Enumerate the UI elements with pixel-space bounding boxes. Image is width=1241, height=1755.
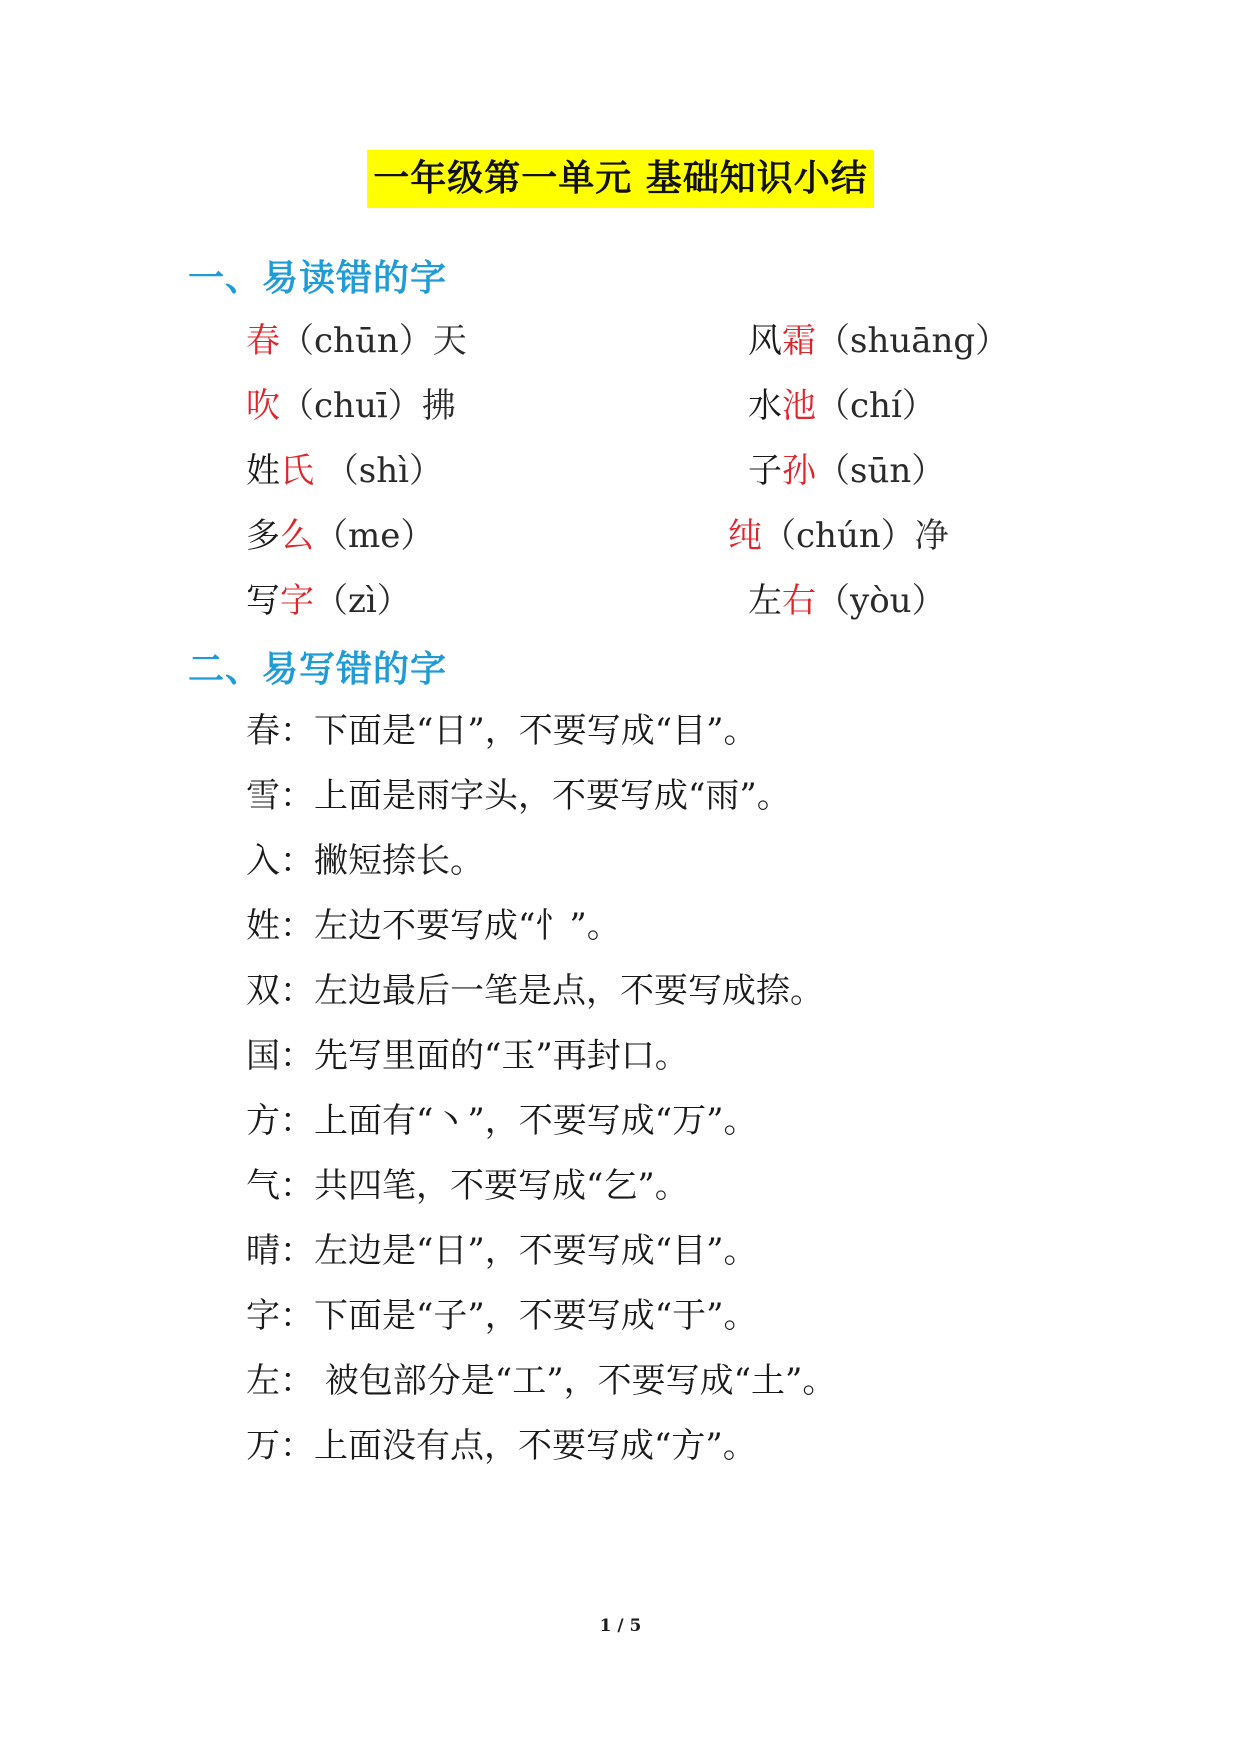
title-container [0,150,1241,208]
list-item: 方：上面有“丶”，不要写成“万”。 [246,1101,758,1141]
misread-char: 么 [280,516,314,556]
page-number: 1 / 5 [599,1616,642,1636]
list-item: 气：共四笔，不要写成“乞”。 [246,1166,689,1206]
list-item: 左： 被包部分是“工”，不要写成“土”。 [246,1361,837,1401]
list-item: 姓：左边不要写成“忄”。 [246,906,621,946]
misread-char: 春 [246,321,280,361]
misread-item [246,578,411,624]
misread-pinyin: （shuāng） [816,321,1010,361]
misread-pinyin: （sūn） [816,451,946,491]
misread-pinyin: （chuī）拂 [280,386,456,426]
list-item: 晴：左边是“日”，不要写成“目”。 [246,1231,758,1271]
misread-char: 池 [782,386,816,426]
misread-item [748,578,946,624]
misread-char: 右 [782,581,816,621]
misread-item-plain: 风 [748,321,782,361]
misread-item-plain: 左 [748,581,782,621]
misread-pinyin: （yòu） [816,581,946,621]
section-heading-miswritten: 二、易写错的字 [188,649,448,690]
misread-item-plain: 水 [748,386,782,426]
list-item: 双：左边最后一笔是点，不要写成捺。 [246,971,824,1011]
misread-item-plain: 子 [748,451,782,491]
misread-item-plain: 写 [246,581,280,621]
section-heading-misread: 一、易读错的字 [188,258,448,299]
misread-item [246,383,456,429]
misread-pinyin: （me） [314,516,435,556]
misread-item [748,318,1009,364]
list-item: 万：上面没有点，不要写成“方”。 [246,1426,757,1466]
misread-pinyin: （chún）净 [762,516,949,556]
misread-item [748,383,936,429]
list-item: 字：下面是“子”，不要写成“于”。 [246,1296,758,1336]
misread-item-plain: 姓 [246,451,280,491]
list-item: 春：下面是“日”，不要写成“目”。 [246,711,758,751]
misread-item [246,318,467,364]
page-title: 一年级第一单元 基础知识小结 [367,150,874,208]
misread-char: 氏 [280,451,314,491]
misread-item [246,448,443,494]
misread-item-plain: 多 [246,516,280,556]
misread-item [246,513,434,559]
misread-char: 孙 [782,451,816,491]
misread-pinyin: （shì） [314,451,444,491]
misread-char: 纯 [728,516,762,556]
list-item: 国：先写里面的“玉”再封口。 [246,1036,689,1076]
misread-pinyin: （chūn）天 [280,321,467,361]
misread-item [748,448,945,494]
misread-pinyin: （zì） [314,581,411,621]
list-item: 雪：上面是雨字头，不要写成“雨”。 [246,776,791,816]
list-item: 入：撇短捺长。 [246,841,484,881]
misread-char: 字 [280,581,314,621]
misread-item [728,513,949,559]
misread-pinyin: （chí） [816,386,936,426]
misread-char: 霜 [782,321,816,361]
misread-char: 吹 [246,386,280,426]
